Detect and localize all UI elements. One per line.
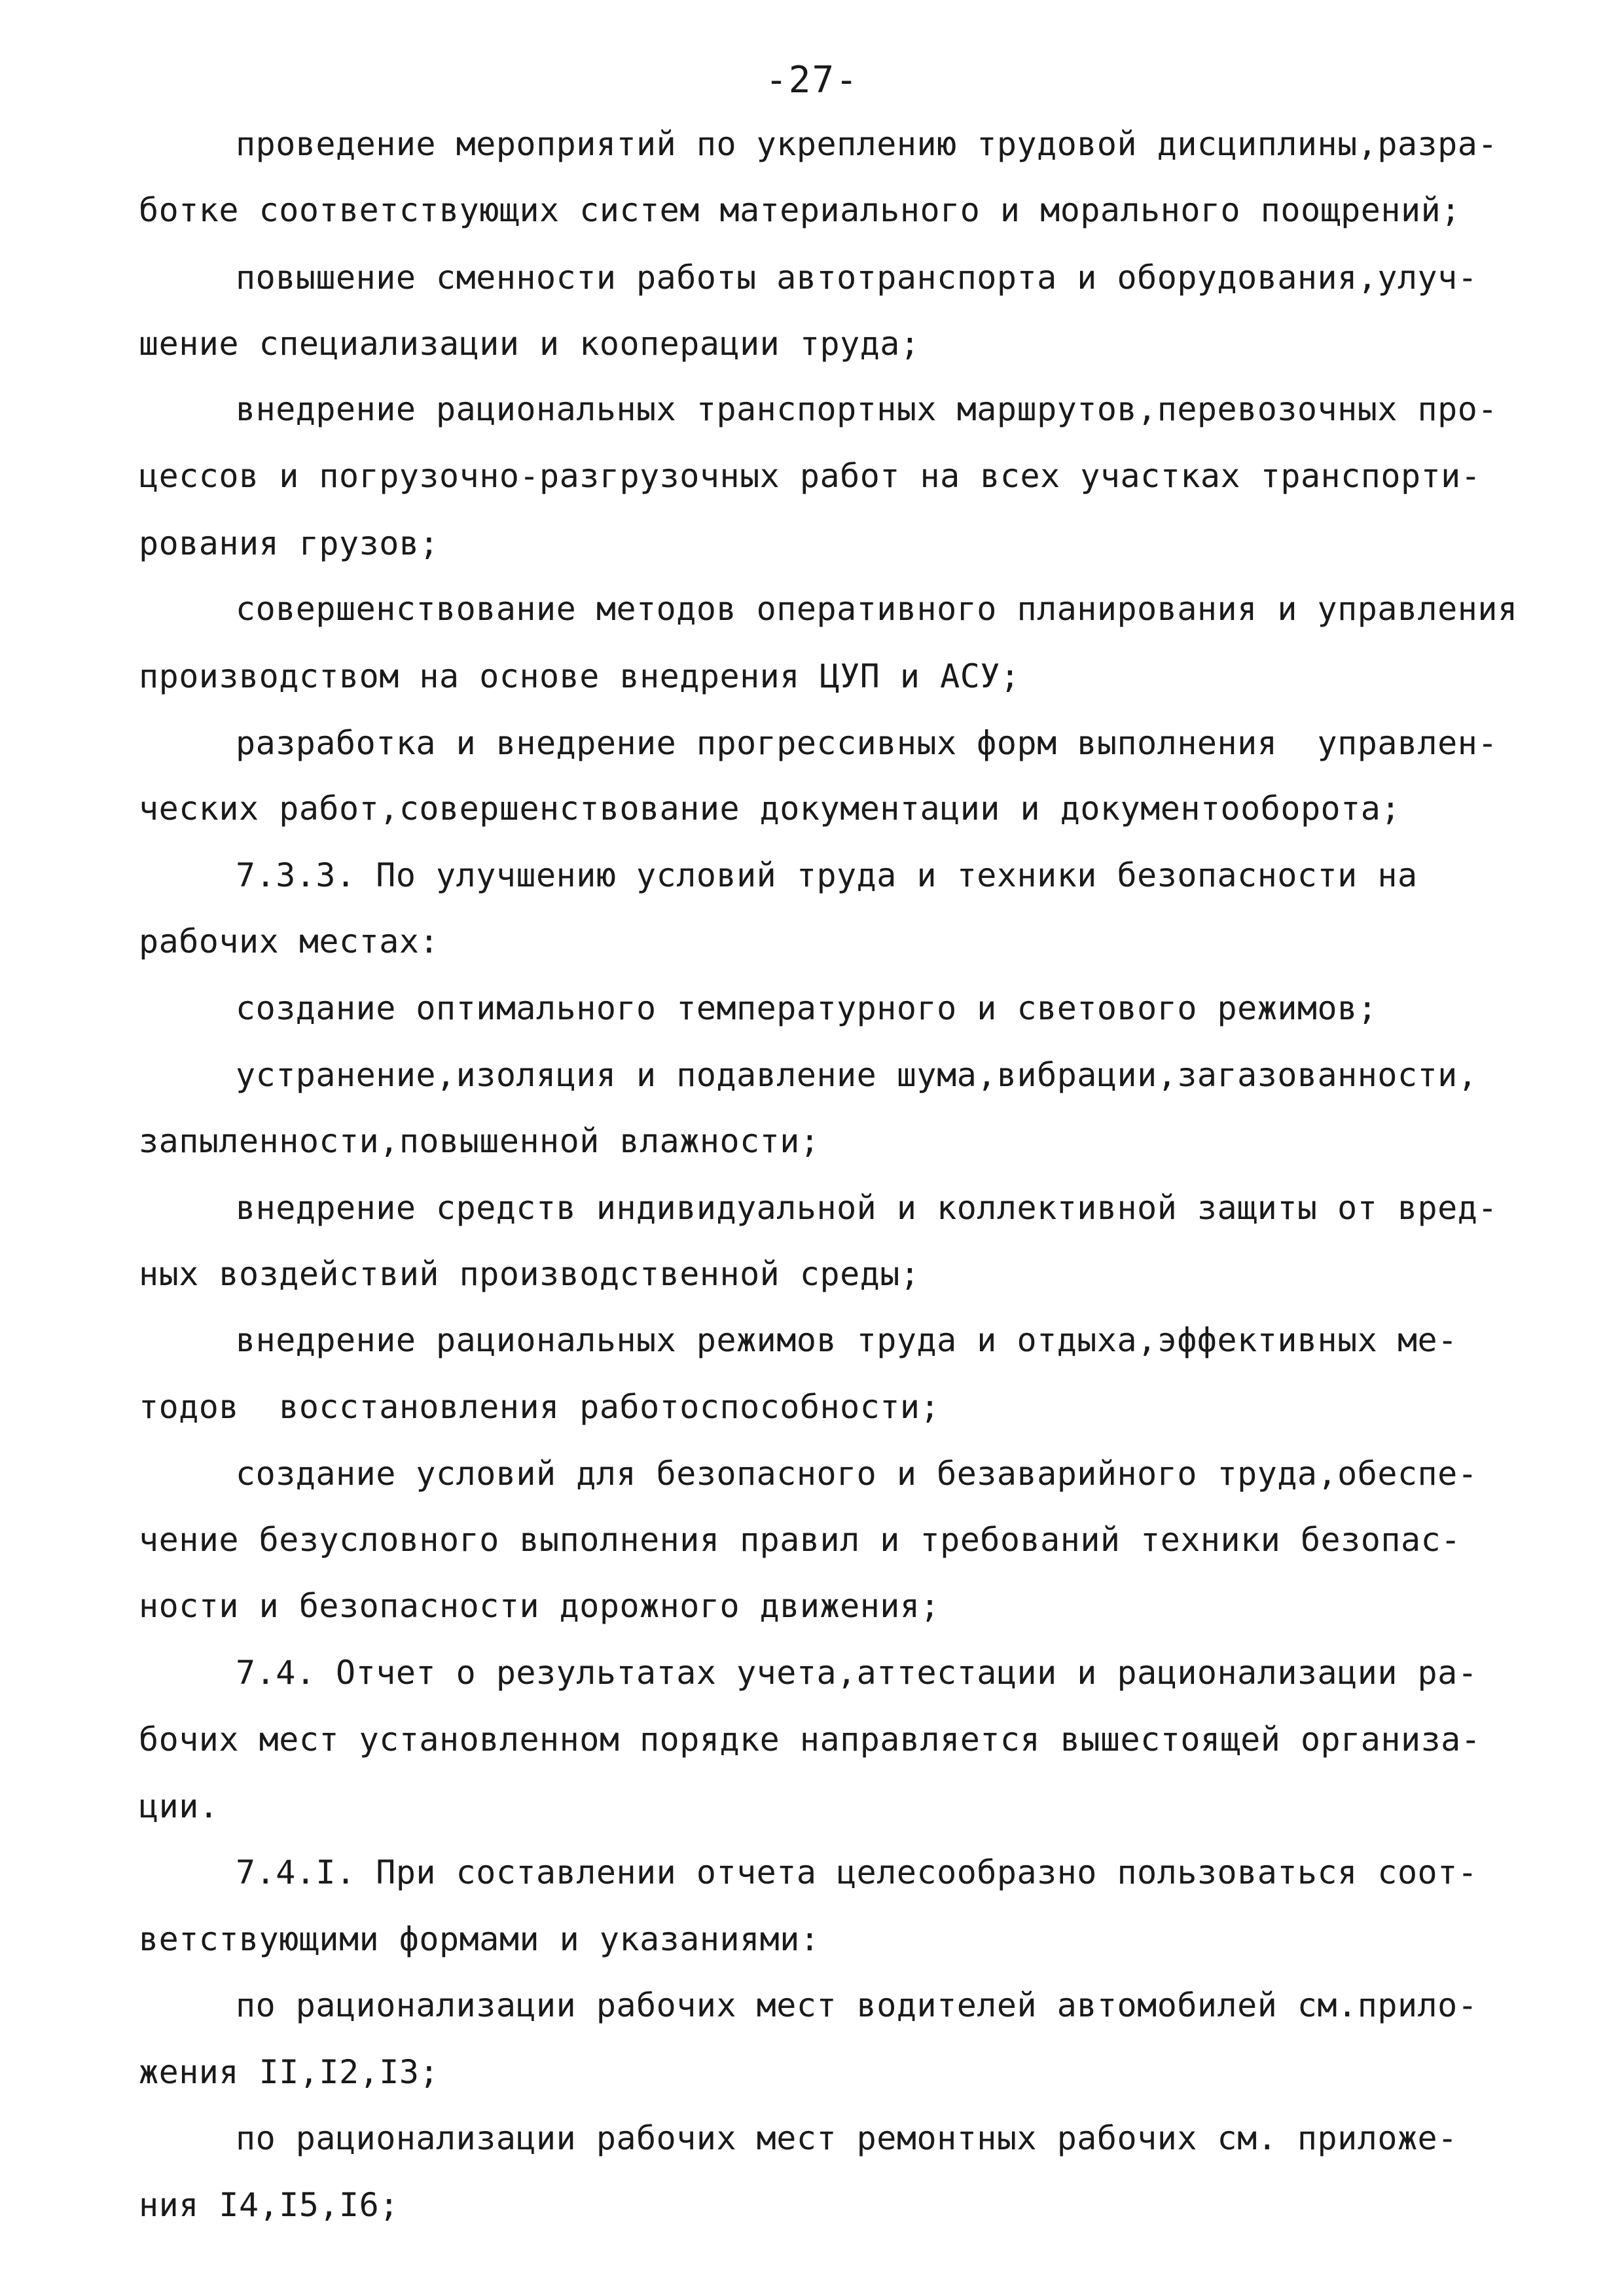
text-line: внедрение рациональных режимов труда и отдыха,эффективных ме-	[236, 1321, 1458, 1359]
text-line: проведение мероприятий по укреплению трудовой дисциплины,разра-	[236, 125, 1498, 163]
text-line: внедрение рациональных транспортных маршрутов,перевозочных про-	[236, 390, 1498, 428]
text-line: ветствующими формами и указаниями:	[139, 1920, 820, 1958]
text-line: рования грузов;	[139, 524, 440, 562]
text-line: бочих мест установленном порядке направляется вышестоящей организа-	[139, 1721, 1481, 1758]
text-line: чение безусловного выполнения правил и требований техники безопас-	[139, 1521, 1461, 1559]
text-line: ботке соответствующих систем материального и морального поощрений;	[139, 191, 1461, 229]
text-line: жения II,I2,I3;	[139, 2053, 440, 2091]
section-heading-7-3-3: 7.3.3. По улучшению условий труда и техники безопасности на	[236, 856, 1418, 894]
text-line: производством на основе внедрения ЦУП и АСУ;	[139, 657, 1020, 695]
text-line: запыленности,повышенной влажности;	[139, 1122, 820, 1160]
page-number: -27-	[765, 59, 859, 101]
text-line: ности и безопасности дорожного движения;	[139, 1587, 941, 1625]
text-line: по рационализации рабочих мест водителей автомобилей см.прило-	[236, 1986, 1478, 2024]
text-line: ции.	[139, 1787, 219, 1825]
text-line: по рационализации рабочих мест ремонтных рабочих см. приложе-	[236, 2119, 1458, 2157]
text-line: рабочих местах:	[139, 922, 440, 960]
text-line: устранение,изоляция и подавление шума,вибрации,загазованности,	[236, 1056, 1478, 1094]
text-line: совершенствование методов оперативного планирования и управления	[236, 590, 1518, 628]
text-line: шение специализации и кооперации труда;	[139, 325, 920, 363]
text-line: создание условий для безопасного и безаварийного труда,обеспе-	[236, 1455, 1478, 1493]
text-line: ческих работ,совершенствование документации и документооборота;	[139, 790, 1401, 828]
text-line: создание оптимального температурного и светового режимов;	[236, 989, 1378, 1027]
text-line: повышение сменности работы автотранспорта и оборудования,улуч-	[236, 259, 1478, 297]
text-line: внедрение средств индивидуальной и коллективной защиты от вред-	[236, 1189, 1498, 1227]
text-line: ния I4,I5,I6;	[139, 2186, 399, 2224]
text-line: ных воздействий производственной среды;	[139, 1255, 920, 1293]
section-heading-7-4: 7.4. Отчет о результатах учета,аттестации и рационализации ра-	[236, 1654, 1478, 1692]
text-line: цессов и погрузочно-разгрузочных работ на всех участках транспорти-	[139, 457, 1481, 495]
section-heading-7-4-1: 7.4.I. При составлении отчета целесообразно пользоваться соот-	[236, 1853, 1478, 1891]
text-line: тодов восстановления работоспособности;	[139, 1388, 941, 1426]
text-line: разработка и внедрение прогрессивных форм выполнения управлен-	[236, 724, 1498, 762]
